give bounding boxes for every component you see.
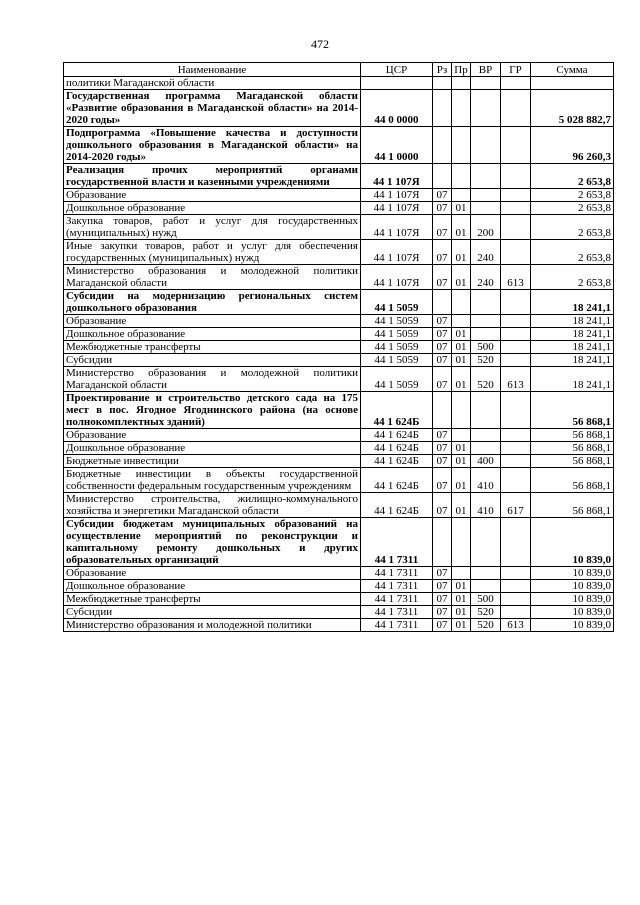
cell-rz: 07: [433, 354, 452, 367]
cell-sum: 10 839,0: [531, 580, 614, 593]
cell-name: Дошкольное образование: [64, 328, 361, 341]
table-row: [64, 442, 614, 455]
cell-sum: 2 653,8: [531, 265, 614, 290]
table-row: [64, 518, 614, 567]
cell-csr: 44 1 107Я: [361, 240, 433, 265]
cell-sum: 10 839,0: [531, 518, 614, 567]
cell-pr: [452, 90, 471, 127]
cell-sum: 10 839,0: [531, 567, 614, 580]
cell-rz: [433, 77, 452, 90]
table-row: [64, 315, 614, 328]
table-row: [64, 367, 614, 392]
cell-gr: [501, 392, 531, 429]
cell-sum: 10 839,0: [531, 606, 614, 619]
cell-vr: [471, 580, 501, 593]
cell-vr: 410: [471, 468, 501, 493]
cell-name: Образование: [64, 567, 361, 580]
cell-sum: 18 241,1: [531, 290, 614, 315]
cell-vr: [471, 290, 501, 315]
cell-pr: 01: [452, 606, 471, 619]
cell-gr: [501, 341, 531, 354]
page-number: 472: [311, 37, 329, 51]
cell-vr: [471, 127, 501, 164]
cell-pr: 01: [452, 240, 471, 265]
cell-gr: [501, 189, 531, 202]
cell-vr: 410: [471, 493, 501, 518]
cell-csr: 44 1 107Я: [361, 189, 433, 202]
cell-gr: [501, 455, 531, 468]
cell-gr: [501, 518, 531, 567]
cell-sum: 2 653,8: [531, 189, 614, 202]
cell-csr: 44 1 5059: [361, 290, 433, 315]
cell-vr: [471, 77, 501, 90]
cell-vr: 240: [471, 240, 501, 265]
cell-gr: [501, 215, 531, 240]
table-header-row: [64, 63, 614, 77]
cell-pr: 01: [452, 215, 471, 240]
cell-gr: [501, 354, 531, 367]
cell-name: Реализация прочих мероприятий органами государственной власти и казенными учреждениями: [64, 164, 361, 189]
table-row: [64, 341, 614, 354]
cell-rz: 07: [433, 567, 452, 580]
header-csr: ЦСР: [361, 63, 433, 77]
cell-vr: 520: [471, 606, 501, 619]
cell-sum: [531, 77, 614, 90]
cell-name: Министерство строительства, жилищно-коммунального хозяйства и энергетики Магаданской области: [64, 493, 361, 518]
cell-vr: 200: [471, 215, 501, 240]
cell-vr: [471, 442, 501, 455]
cell-csr: 44 1 7311: [361, 518, 433, 567]
cell-rz: [433, 392, 452, 429]
cell-gr: [501, 77, 531, 90]
cell-csr: 44 1 5059: [361, 367, 433, 392]
cell-rz: 07: [433, 593, 452, 606]
cell-rz: [433, 164, 452, 189]
table-row: [64, 290, 614, 315]
cell-name: политики Магаданской области: [64, 77, 361, 90]
cell-gr: [501, 90, 531, 127]
table-row: [64, 189, 614, 202]
cell-csr: 44 1 5059: [361, 315, 433, 328]
cell-name: Дошкольное образование: [64, 580, 361, 593]
cell-csr: 44 1 107Я: [361, 202, 433, 215]
table-row: [64, 90, 614, 127]
cell-sum: 18 241,1: [531, 341, 614, 354]
cell-sum: 18 241,1: [531, 328, 614, 341]
header-pr: Пр: [452, 63, 471, 77]
cell-gr: [501, 606, 531, 619]
cell-sum: 56 868,1: [531, 429, 614, 442]
cell-rz: [433, 127, 452, 164]
cell-rz: 07: [433, 468, 452, 493]
cell-pr: [452, 567, 471, 580]
cell-rz: 07: [433, 189, 452, 202]
cell-sum: 2 653,8: [531, 215, 614, 240]
cell-pr: [452, 164, 471, 189]
cell-sum: 10 839,0: [531, 593, 614, 606]
cell-gr: [501, 593, 531, 606]
cell-gr: 613: [501, 619, 531, 632]
table-row: [64, 567, 614, 580]
cell-pr: [452, 127, 471, 164]
cell-gr: [501, 127, 531, 164]
table-row: [64, 240, 614, 265]
table-row: [64, 619, 614, 632]
cell-pr: [452, 392, 471, 429]
cell-vr: [471, 164, 501, 189]
cell-gr: [501, 580, 531, 593]
cell-gr: [501, 442, 531, 455]
cell-csr: 44 1 624Б: [361, 493, 433, 518]
cell-name: Министерство образования и молодежной политики Магаданской области: [64, 367, 361, 392]
cell-csr: 44 1 7311: [361, 567, 433, 580]
cell-gr: [501, 328, 531, 341]
cell-csr: 44 1 5059: [361, 328, 433, 341]
cell-name: Образование: [64, 189, 361, 202]
cell-sum: 18 241,1: [531, 367, 614, 392]
cell-name: Образование: [64, 429, 361, 442]
cell-vr: [471, 518, 501, 567]
cell-gr: [501, 290, 531, 315]
cell-csr: 44 0 0000: [361, 90, 433, 127]
cell-rz: 07: [433, 367, 452, 392]
header-gr: ГР: [501, 63, 531, 77]
cell-rz: 07: [433, 493, 452, 518]
cell-rz: [433, 90, 452, 127]
header-sum: Сумма: [531, 63, 614, 77]
cell-vr: [471, 90, 501, 127]
cell-gr: [501, 429, 531, 442]
cell-rz: 07: [433, 442, 452, 455]
table-row: [64, 354, 614, 367]
table-row: [64, 468, 614, 493]
cell-name: Министерство образования и молодежной политики Магаданской области: [64, 265, 361, 290]
cell-rz: 07: [433, 328, 452, 341]
cell-vr: [471, 315, 501, 328]
cell-vr: 400: [471, 455, 501, 468]
cell-name: Субсидии на модернизацию региональных систем дошкольного образования: [64, 290, 361, 315]
cell-name: Проектирование и строительство детского сада на 175 мест в пос. Ягодное Ягоднинского района (на основе полнокомплектных зданий): [64, 392, 361, 429]
cell-pr: [452, 315, 471, 328]
cell-csr: 44 1 624Б: [361, 468, 433, 493]
cell-csr: 44 1 624Б: [361, 455, 433, 468]
header-rz: Рз: [433, 63, 452, 77]
table-row: [64, 265, 614, 290]
cell-sum: 2 653,8: [531, 164, 614, 189]
cell-csr: 44 1 624Б: [361, 429, 433, 442]
cell-rz: 07: [433, 202, 452, 215]
table-row: [64, 429, 614, 442]
cell-gr: [501, 202, 531, 215]
cell-name: Бюджетные инвестиции: [64, 455, 361, 468]
cell-name: Закупка товаров, работ и услуг для государственных (муниципальных) нужд: [64, 215, 361, 240]
cell-name: Субсидии: [64, 606, 361, 619]
cell-gr: [501, 240, 531, 265]
cell-vr: [471, 392, 501, 429]
budget-table: [63, 62, 614, 632]
cell-vr: [471, 189, 501, 202]
table-row: [64, 593, 614, 606]
cell-rz: 07: [433, 240, 452, 265]
cell-pr: [452, 518, 471, 567]
cell-vr: 240: [471, 265, 501, 290]
header-name: Наименование: [64, 63, 361, 77]
cell-gr: [501, 315, 531, 328]
table-row: [64, 77, 614, 90]
cell-gr: [501, 164, 531, 189]
cell-sum: 56 868,1: [531, 468, 614, 493]
cell-csr: 44 1 624Б: [361, 442, 433, 455]
cell-pr: [452, 77, 471, 90]
cell-name: Дошкольное образование: [64, 202, 361, 215]
cell-csr: 44 1 107Я: [361, 265, 433, 290]
cell-sum: 2 653,8: [531, 202, 614, 215]
cell-vr: 520: [471, 367, 501, 392]
cell-name: Образование: [64, 315, 361, 328]
cell-rz: 07: [433, 580, 452, 593]
table-row: [64, 215, 614, 240]
cell-sum: 18 241,1: [531, 315, 614, 328]
cell-rz: [433, 518, 452, 567]
table-row: [64, 580, 614, 593]
cell-gr: [501, 567, 531, 580]
cell-name: Государственная программа Магаданской области «Развитие образования в Магаданской области» на 2014-2020 годы»: [64, 90, 361, 127]
cell-pr: [452, 189, 471, 202]
cell-vr: [471, 429, 501, 442]
cell-name: Межбюджетные трансферты: [64, 341, 361, 354]
cell-name: Дошкольное образование: [64, 442, 361, 455]
cell-rz: 07: [433, 455, 452, 468]
cell-pr: 01: [452, 580, 471, 593]
cell-gr: 613: [501, 265, 531, 290]
cell-csr: 44 1 7311: [361, 593, 433, 606]
cell-pr: 01: [452, 367, 471, 392]
cell-sum: 56 868,1: [531, 455, 614, 468]
cell-csr: 44 1 7311: [361, 619, 433, 632]
cell-name: Министерство образования и молодежной политики: [64, 619, 361, 632]
cell-rz: 07: [433, 315, 452, 328]
cell-pr: 01: [452, 468, 471, 493]
table-body: [64, 77, 614, 632]
cell-sum: 56 868,1: [531, 392, 614, 429]
cell-vr: [471, 328, 501, 341]
cell-pr: [452, 290, 471, 315]
cell-vr: 520: [471, 354, 501, 367]
cell-csr: 44 1 5059: [361, 354, 433, 367]
cell-name: Межбюджетные трансферты: [64, 593, 361, 606]
cell-vr: 500: [471, 341, 501, 354]
cell-pr: 01: [452, 341, 471, 354]
cell-pr: 01: [452, 354, 471, 367]
cell-pr: 01: [452, 619, 471, 632]
cell-pr: 01: [452, 202, 471, 215]
table-row: [64, 493, 614, 518]
cell-pr: 01: [452, 493, 471, 518]
cell-sum: 5 028 882,7: [531, 90, 614, 127]
cell-vr: 520: [471, 619, 501, 632]
cell-rz: 07: [433, 265, 452, 290]
table-row: [64, 606, 614, 619]
table-row: [64, 127, 614, 164]
cell-gr: 613: [501, 367, 531, 392]
cell-csr: [361, 77, 433, 90]
cell-pr: 01: [452, 455, 471, 468]
cell-vr: 500: [471, 593, 501, 606]
cell-rz: [433, 290, 452, 315]
cell-vr: [471, 202, 501, 215]
cell-rz: 07: [433, 619, 452, 632]
cell-name: Иные закупки товаров, работ и услуг для обеспечения государственных (муниципальных) нужд: [64, 240, 361, 265]
header-vr: ВР: [471, 63, 501, 77]
cell-gr: 617: [501, 493, 531, 518]
cell-sum: 10 839,0: [531, 619, 614, 632]
cell-rz: 07: [433, 429, 452, 442]
table-row: [64, 164, 614, 189]
cell-csr: 44 1 7311: [361, 580, 433, 593]
cell-csr: 44 1 5059: [361, 341, 433, 354]
cell-rz: 07: [433, 606, 452, 619]
cell-sum: 56 868,1: [531, 442, 614, 455]
cell-name: Подпрограмма «Повышение качества и доступности дошкольного образования в Магаданской области» на 2014-2020 годы»: [64, 127, 361, 164]
cell-pr: 01: [452, 593, 471, 606]
cell-csr: 44 1 7311: [361, 606, 433, 619]
cell-csr: 44 1 107Я: [361, 215, 433, 240]
cell-vr: [471, 567, 501, 580]
cell-name: Бюджетные инвестиции в объекты государственной собственности федеральным государственным учреждениям: [64, 468, 361, 493]
table-row: [64, 392, 614, 429]
cell-sum: 2 653,8: [531, 240, 614, 265]
cell-sum: 56 868,1: [531, 493, 614, 518]
table-row: [64, 455, 614, 468]
table-row: [64, 328, 614, 341]
cell-csr: 44 1 624Б: [361, 392, 433, 429]
cell-gr: [501, 468, 531, 493]
cell-csr: 44 1 0000: [361, 127, 433, 164]
cell-sum: 18 241,1: [531, 354, 614, 367]
cell-name: Субсидии: [64, 354, 361, 367]
cell-name: Субсидии бюджетам муниципальных образований на осуществление мероприятий по реконструкции и капитальному ремонту дошкольных и других образовательных организаций: [64, 518, 361, 567]
cell-pr: 01: [452, 442, 471, 455]
cell-pr: [452, 429, 471, 442]
cell-rz: 07: [433, 341, 452, 354]
cell-pr: 01: [452, 328, 471, 341]
cell-pr: 01: [452, 265, 471, 290]
table-row: [64, 202, 614, 215]
cell-csr: 44 1 107Я: [361, 164, 433, 189]
cell-rz: 07: [433, 215, 452, 240]
cell-sum: 96 260,3: [531, 127, 614, 164]
